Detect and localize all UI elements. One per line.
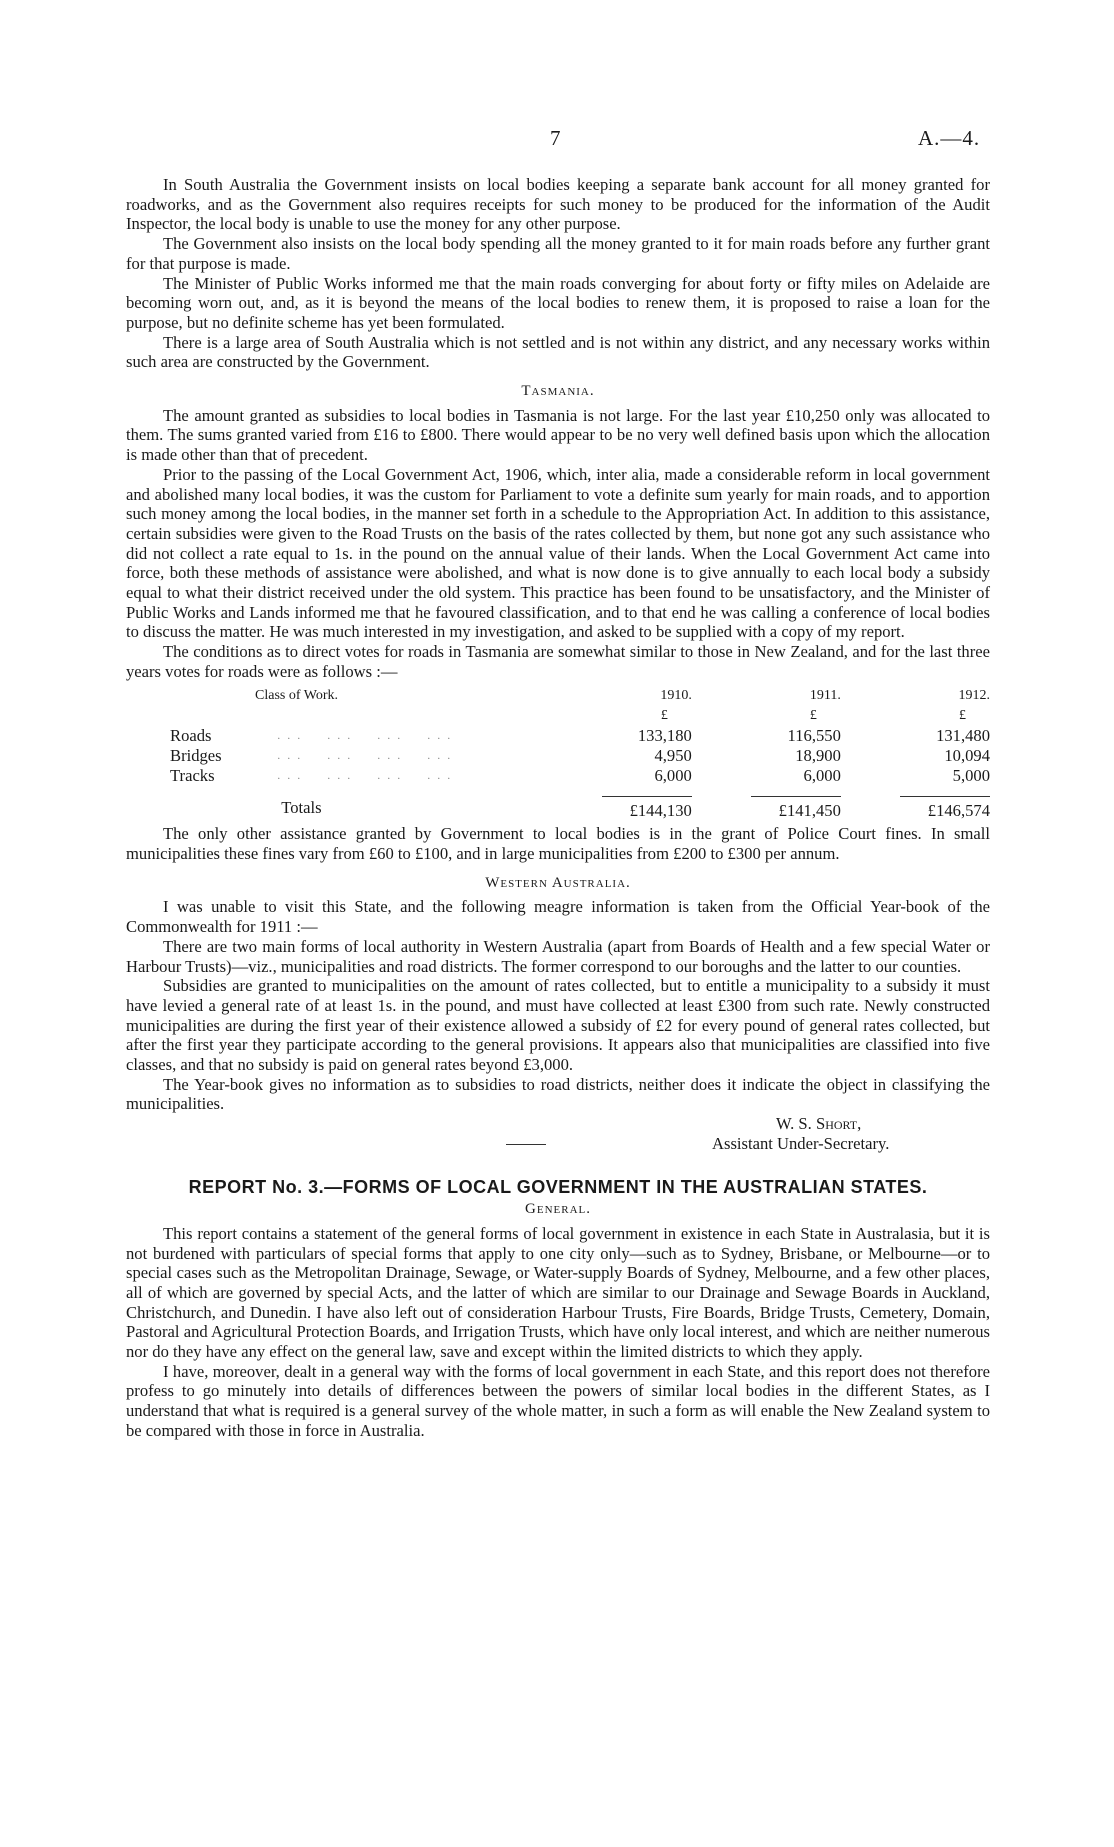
sa-paragraph-4: There is a large area of South Australia which is not settled and is not within any district, and any necessary works within such area are constructed by the Government. bbox=[126, 332, 990, 372]
western-australia-heading: Western Australia. bbox=[485, 874, 631, 891]
row-value: 18,900 bbox=[795, 745, 841, 765]
row-value: 131,480 bbox=[936, 725, 990, 745]
sa-paragraph-3: The Minister of Public Works informed me that the main roads converging for about forty or fifty miles on Adelaide are becoming worn out, and, as it is beyond the means of the local bodies to renew them, it is proposed to raise a loan for the purpose, but no definite scheme has yet been formulated. bbox=[126, 273, 990, 332]
totals-label: Totals bbox=[281, 798, 322, 818]
tasmania-after-table-paragraph: The only other assistance granted by Government to local bodies is in the grant of Police Court fines. In small municipalities these fines vary from £60 to £100, and in large municipalities from £200 to £300 per annum. bbox=[126, 824, 990, 863]
signature-title: Assistant Under-Secretary. bbox=[712, 1134, 890, 1154]
total-value: £141,450 bbox=[692, 786, 841, 821]
road-votes-table bbox=[170, 686, 990, 821]
leader-dots: . . . . . . . . . . . . bbox=[277, 747, 453, 762]
leader-dots: . . . . . . . . . . . . bbox=[277, 767, 453, 782]
row-value: 5,000 bbox=[952, 765, 990, 785]
tasmania-paragraph-1: The amount granted as subsidies to local bodies in Tasmania is not large. For the last year £10,250 only was allocated to them. The sums granted varied from £16 to £800. There would appear to be no very well defined basis upon which the allocation is made other than that of precedent. bbox=[126, 405, 990, 465]
row-value: 6,000 bbox=[803, 765, 841, 785]
row-label: Roads bbox=[170, 725, 212, 745]
totals-row bbox=[170, 786, 990, 821]
signature-rule bbox=[506, 1144, 546, 1145]
tasmania-paragraph-3: The conditions as to direct votes for roads in Tasmania are somewhat similar to those in New Zealand, and for the last three years votes for roads were as follows :— bbox=[126, 642, 990, 681]
wa-paragraph-3: Subsidies are granted to municipalities on the amount of rates collected, but to entitle a municipality to a subsidy it must have levied a general rate of at least 1s. in the pound, and must have collected at least £300 from such rate. Newly constructed municipalities are during the first year of their existence allowed a subsidy of £2 for every pound of general rates collected, but after the first year they participate according to the general provisions. It appears also that municipalities are classified into five classes, and that no subsidy is paid on general rates beyond £3,000. bbox=[126, 976, 990, 1075]
signature-name-row bbox=[126, 1114, 990, 1134]
row-value: 116,550 bbox=[787, 725, 841, 745]
table-row bbox=[170, 746, 990, 766]
sa-paragraph-2: The Government also insists on the local body spending all the money granted to it for main roads before any further grant for that purpose is made. bbox=[126, 234, 990, 273]
page-number: 7 bbox=[550, 126, 561, 150]
row-label: Bridges bbox=[170, 745, 222, 765]
wa-paragraph-4: The Year-book gives no information as to subsidies to road districts, neither does it indicate the object in classifying the municipalities. bbox=[126, 1074, 990, 1114]
signature-name: W. S. Short, bbox=[776, 1114, 862, 1134]
total-value: £144,130 bbox=[543, 786, 692, 821]
page-reference: A.—4. bbox=[918, 126, 981, 150]
document-body bbox=[126, 175, 990, 1441]
general-heading: General. bbox=[525, 1201, 591, 1218]
class-of-work-header: Class of Work. bbox=[255, 687, 339, 703]
report-paragraph-2: I have, moreover, dealt in a general way with the forms of local government in each State, and this report does not therefore profess to go minutely into details of differences between the powers of similar local bodies in the different States, as I understand that what is required is a general survey of the whole matter, in such a form as will enable the New Zealand system to be compared with those in force in Australia. bbox=[126, 1361, 990, 1440]
total-value: £146,574 bbox=[841, 786, 990, 821]
table-currency-row bbox=[170, 706, 990, 726]
leader-dots: . . . . . . . . . . . . bbox=[277, 727, 453, 742]
row-value: 133,180 bbox=[637, 725, 692, 745]
row-label: Tracks bbox=[170, 765, 215, 785]
currency-label: £ bbox=[959, 707, 966, 723]
wa-paragraph-2: There are two main forms of local authority in Western Australia (apart from Boards of Health and a few special Water or Harbour Trusts)—viz., municipalities and road districts. The former correspond to our boroughs and the latter to our counties. bbox=[126, 936, 990, 976]
currency-label: £ bbox=[660, 707, 668, 723]
wa-paragraph-1: I was unable to visit this State, and the following meagre information is taken from the Official Year-book of the Commonwealth for 1911 :— bbox=[126, 897, 990, 937]
signature-title-row bbox=[126, 1134, 990, 1154]
table-header-row bbox=[170, 686, 990, 706]
currency-label: £ bbox=[809, 707, 817, 723]
row-value: 10,094 bbox=[944, 745, 990, 765]
table-row bbox=[170, 766, 990, 786]
row-value: 6,000 bbox=[654, 765, 692, 785]
year-header-1911: 1911. bbox=[809, 687, 841, 703]
table-row bbox=[170, 726, 990, 746]
report-title: REPORT No. 3.—FORMS OF LOCAL GOVERNMENT IN THE AUSTRALIAN STATES. bbox=[188, 1177, 928, 1198]
report-paragraph-1: This report contains a statement of the general forms of local government in existence in each State in Australasia, but it is not burdened with particulars of special forms that apply to one city only—such as to Sydney, Brisbane, or Melbourne—or to special cases such as the Metropolitan Drainage, Sewage, or Water-supply Boards of Sydney, Melbourne, and a few other places, all of which are governed by special Acts, and the latter of which are similar to our Drainage and Sewage Boards in Auckland, Christchurch, and Dunedin. I have also left out of consideration Harbour Trusts, Fire Boards, Bridge Trusts, Cemetery, Domain, Pastoral and Agricultural Protection Boards, and Irrigation Trusts, which have only local interest, and which are neither numerous nor do they have any effect on the general law, save and except within the limited districts to which they apply. bbox=[126, 1223, 990, 1362]
tasmania-heading: Tasmania. bbox=[521, 383, 595, 400]
year-header-1912: 1912. bbox=[958, 687, 990, 703]
sa-paragraph-1: In South Australia the Government insists on local bodies keeping a separate bank account for all money granted for roadworks, and as the Government also requires receipts for such money to be produced for the information of the Audit Inspector, the local body is unable to use the money for any other purpose. bbox=[126, 175, 990, 234]
row-value: 4,950 bbox=[654, 745, 692, 765]
year-header-1910: 1910. bbox=[660, 687, 692, 703]
tasmania-paragraph-2: Prior to the passing of the Local Government Act, 1906, which, inter alia, made a considerable reform in local government and abolished many local bodies, it was the custom for Parliament to vote a definite sum yearly for main roads, and to apportion such money among the local bodies, in the manner set forth in a schedule to the Appropriation Act. In addition to this assistance, certain subsidies were given to the Road Trusts on the basis of the rates collected by them, but none got any such assistance who did not collect a rate equal to 1s. in the pound on the annual value of their lands. When the Local Government Act came into force, both these methods of assistance were abolished, and what is now done is to give annually to each local body a subsidy equal to what their district received under the old system. This practice has been found to be unsatisfactory, and the Minister of Public Works and Lands informed me that he favoured classification, and to that end he was calling a conference of local bodies to discuss the matter. He was much interested in my investigation, and asked to be supplied with a copy of my report. bbox=[126, 464, 990, 642]
